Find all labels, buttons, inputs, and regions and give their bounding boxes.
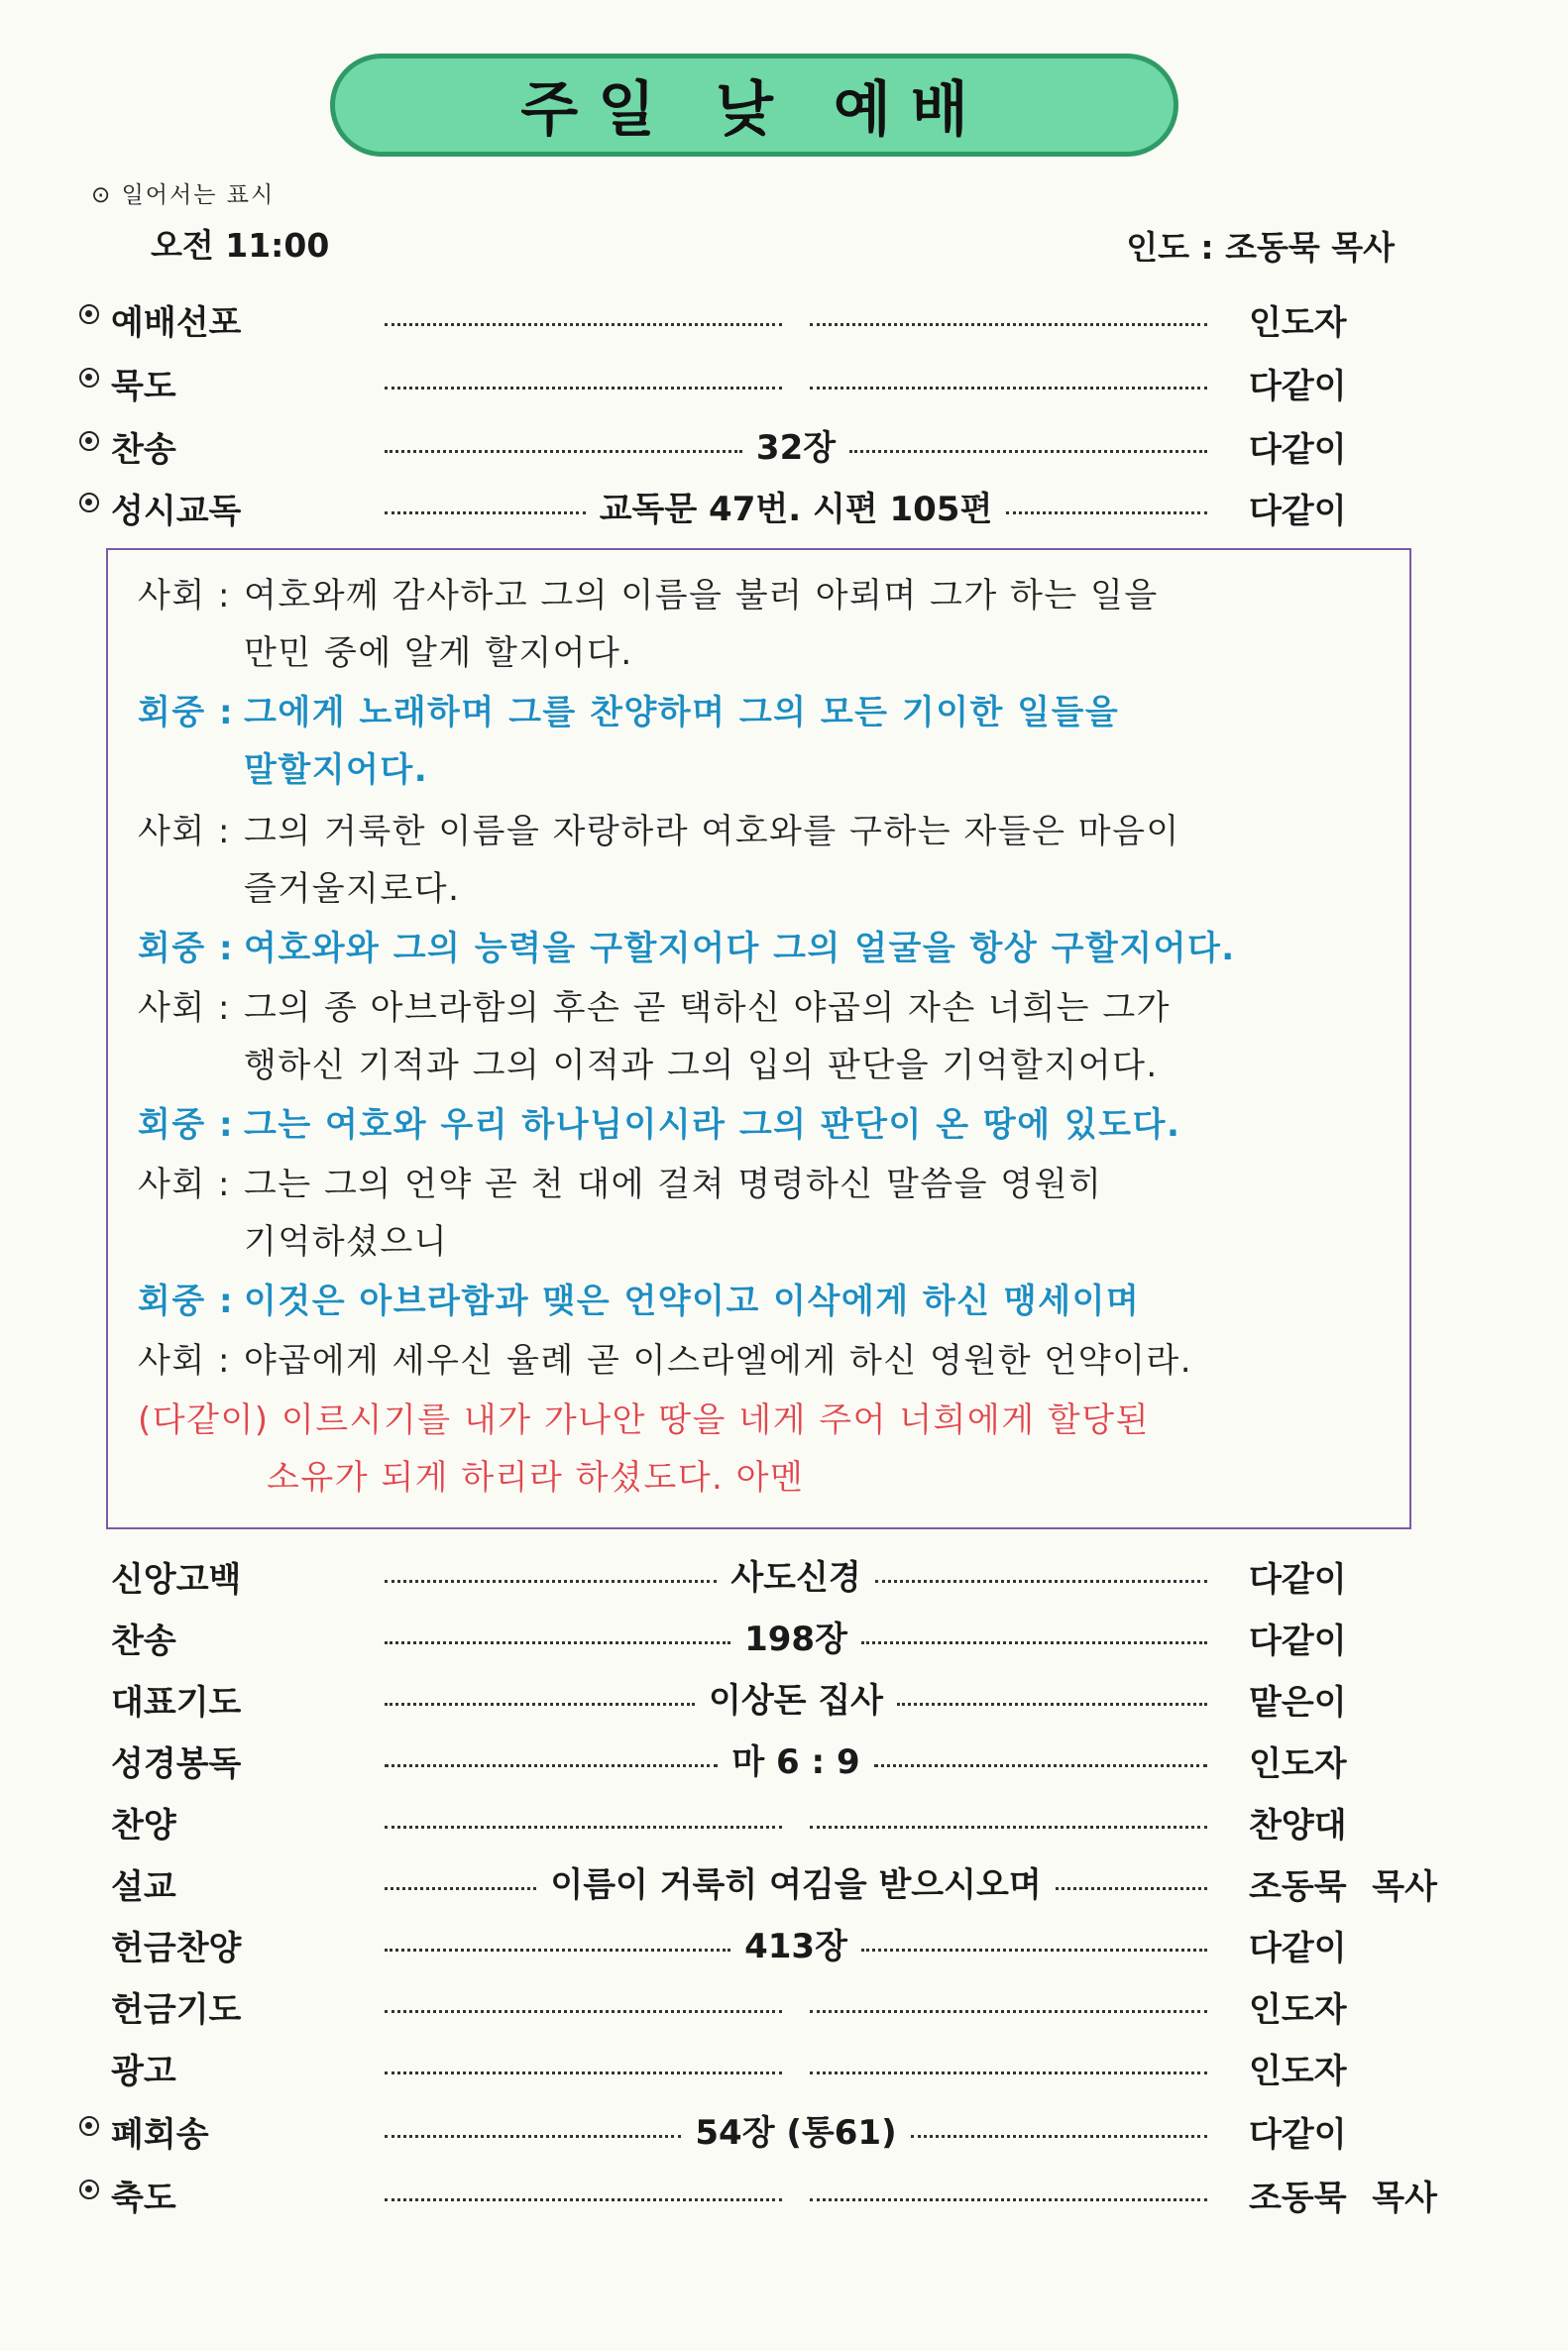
dot-leader <box>385 422 1207 466</box>
order-row <box>69 359 1447 414</box>
responsive-reading-box <box>106 548 1411 1529</box>
service-leader: 인도 : 조동묵 목사 <box>1126 228 1395 267</box>
page-title: 주일 낮 예배 <box>520 75 988 145</box>
standing-mark-icon <box>79 304 99 324</box>
order-item-detail: 54장 (통61) <box>695 2112 897 2153</box>
reading-speaker: 회중 : <box>138 1282 235 1321</box>
order-item-detail: 교독문 47번. 시편 105편 <box>599 489 993 529</box>
reading-line <box>138 1274 1140 1322</box>
standing-mark-icon <box>79 431 99 451</box>
order-item-detail: 사도신경 <box>730 1557 861 1598</box>
order-row <box>69 2107 1447 2163</box>
reading-speaker: 사회 : <box>138 988 231 1028</box>
dot-leader <box>385 1736 1207 1780</box>
reading-line <box>138 804 1180 852</box>
reading-continuation: 행하신 기적과 그의 이적과 그의 입의 판단을 기억할지어다. <box>244 1046 1159 1085</box>
order-item-person: 조동묵 목사 <box>1249 1867 1437 1907</box>
order-item-person: 인도자 <box>1249 1744 1347 1784</box>
order-item-detail: 이름이 거룩히 여김을 받으시오며 <box>550 1864 1042 1905</box>
order-item-person: 맡은이 <box>1249 1683 1347 1723</box>
order-item-name: 묵도 <box>111 367 176 406</box>
reading-continuation: 즐거울지로다. <box>244 869 461 909</box>
order-item-detail: 32장 <box>755 427 837 468</box>
order-item-name: 설교 <box>111 1867 176 1907</box>
order-item-name: 찬송 <box>111 430 176 470</box>
dot-leader <box>385 295 1207 339</box>
dot-leader <box>385 1614 1207 1657</box>
reading-text: 야곱에게 세우신 율례 곧 이스라엘에게 하신 영원한 언약이라. <box>244 1341 1193 1381</box>
reading-continuation: 말할지어다. <box>244 750 429 790</box>
order-item-person: 다같이 <box>1249 1560 1347 1600</box>
reading-line <box>138 1157 1102 1205</box>
order-item-name: 축도 <box>111 2179 176 2218</box>
reading-continuation: 기억하셨으니 <box>244 1222 449 1262</box>
reading-line <box>138 921 1236 969</box>
reading-speaker: 사회 : <box>138 812 231 851</box>
order-row <box>69 1982 1447 2038</box>
reading-all-line: (다같이) 이르시기를 내가 가나안 땅을 네게 주어 너희에게 할당된 <box>138 1400 1150 1440</box>
order-row <box>69 1798 1447 1853</box>
order-item-name: 신앙고백 <box>111 1560 242 1600</box>
reading-line <box>138 568 1159 616</box>
dot-leader <box>385 1798 1207 1842</box>
reading-speaker: 사회 : <box>138 576 231 616</box>
reading-line <box>138 1333 1192 1382</box>
reading-speaker: 사회 : <box>138 1165 231 1204</box>
order-item-name: 성시교독 <box>111 492 242 531</box>
service-time: 오전 11:00 <box>151 226 330 265</box>
order-item-person: 인도자 <box>1249 303 1347 343</box>
order-row <box>69 1736 1447 1792</box>
order-item-person: 조동묵 목사 <box>1249 2179 1437 2218</box>
order-item-detail: 이상돈 집사 <box>708 1680 884 1721</box>
reading-continuation: 만민 중에 알게 할지어다. <box>244 633 633 673</box>
dot-leader <box>385 1982 1207 2026</box>
standing-mark-icon <box>79 493 99 512</box>
order-item-name: 헌금찬양 <box>111 1929 242 1968</box>
standing-mark-icon <box>79 2180 99 2199</box>
reading-text: 여호와께 감사하고 그의 이름을 불러 아뢰며 그가 하는 일을 <box>244 576 1159 616</box>
order-item-person: 인도자 <box>1249 1990 1347 2030</box>
order-row <box>69 1675 1447 1731</box>
reading-text: 그는 여호와 우리 하나님이시라 그의 판단이 온 땅에 있도다. <box>244 1105 1181 1145</box>
reading-speaker: 사회 : <box>138 1341 231 1381</box>
order-row <box>69 484 1447 539</box>
reading-speaker: 회중 : <box>138 693 235 732</box>
order-item-name: 찬양 <box>111 1806 176 1846</box>
order-item-detail: 198장 <box>744 1619 847 1659</box>
dot-leader <box>385 1859 1207 1903</box>
order-item-name: 찬송 <box>111 1622 176 1661</box>
order-item-person: 다같이 <box>1249 1622 1347 1661</box>
reading-text: 그의 종 아브라함의 후손 곧 택하신 야곱의 자손 너희는 그가 <box>244 988 1172 1028</box>
order-row <box>69 1552 1447 1608</box>
order-row <box>69 1921 1447 1976</box>
order-item-person: 다같이 <box>1249 1929 1347 1968</box>
dot-leader <box>385 359 1207 402</box>
standing-mark-icon <box>79 2116 99 2136</box>
order-item-person: 다같이 <box>1249 492 1347 531</box>
order-item-detail: 413장 <box>744 1926 847 1966</box>
order-item-person: 찬양대 <box>1249 1806 1347 1846</box>
order-row <box>69 2171 1447 2226</box>
order-row <box>69 1859 1447 1915</box>
reading-line <box>138 1097 1180 1146</box>
dot-leader <box>385 1921 1207 1964</box>
standing-legend: ⊙ 일어서는 표시 <box>91 182 276 208</box>
dot-leader <box>385 484 1207 527</box>
reading-text: 그에게 노래하며 그를 찬양하며 그의 모든 기이한 일들을 <box>244 693 1120 732</box>
order-item-name: 폐회송 <box>111 2115 209 2155</box>
order-row <box>69 1614 1447 1669</box>
dot-leader <box>385 2171 1207 2214</box>
order-item-person: 다같이 <box>1249 430 1347 470</box>
reading-line <box>138 980 1171 1029</box>
reading-line <box>138 685 1119 733</box>
dot-leader <box>385 2044 1207 2087</box>
order-item-detail: 마 6 : 9 <box>731 1741 860 1782</box>
reading-all-continuation: 소유가 되게 하리라 하셨도다. 아멘 <box>267 1458 805 1498</box>
order-row <box>69 295 1447 351</box>
order-row <box>69 422 1447 478</box>
title-banner <box>330 54 1178 157</box>
order-item-name: 성경봉독 <box>111 1744 242 1784</box>
order-item-name: 헌금기도 <box>111 1990 242 2030</box>
dot-leader <box>385 1675 1207 1719</box>
reading-speaker: 회중 : <box>138 1105 235 1145</box>
order-item-person: 인도자 <box>1249 2052 1347 2091</box>
reading-speaker: 회중 : <box>138 929 235 968</box>
reading-text: 여호와와 그의 능력을 구할지어다 그의 얼굴을 항상 구할지어다. <box>244 929 1236 968</box>
dot-leader <box>385 2107 1207 2151</box>
order-item-person: 다같이 <box>1249 2115 1347 2155</box>
order-item-name: 광고 <box>111 2052 176 2091</box>
order-item-name: 예배선포 <box>111 303 242 343</box>
standing-mark-icon <box>79 368 99 388</box>
dot-leader <box>385 1552 1207 1596</box>
order-item-person: 다같이 <box>1249 367 1347 406</box>
reading-text: 그는 그의 언약 곧 천 대에 걸쳐 명령하신 말씀을 영원히 <box>244 1165 1103 1204</box>
reading-text: 그의 거룩한 이름을 자랑하라 여호와를 구하는 자들은 마음이 <box>244 812 1180 851</box>
order-row <box>69 2044 1447 2099</box>
reading-text: 이것은 아브라함과 맺은 언약이고 이삭에게 하신 맹세이며 <box>244 1282 1141 1321</box>
order-item-name: 대표기도 <box>111 1683 242 1723</box>
